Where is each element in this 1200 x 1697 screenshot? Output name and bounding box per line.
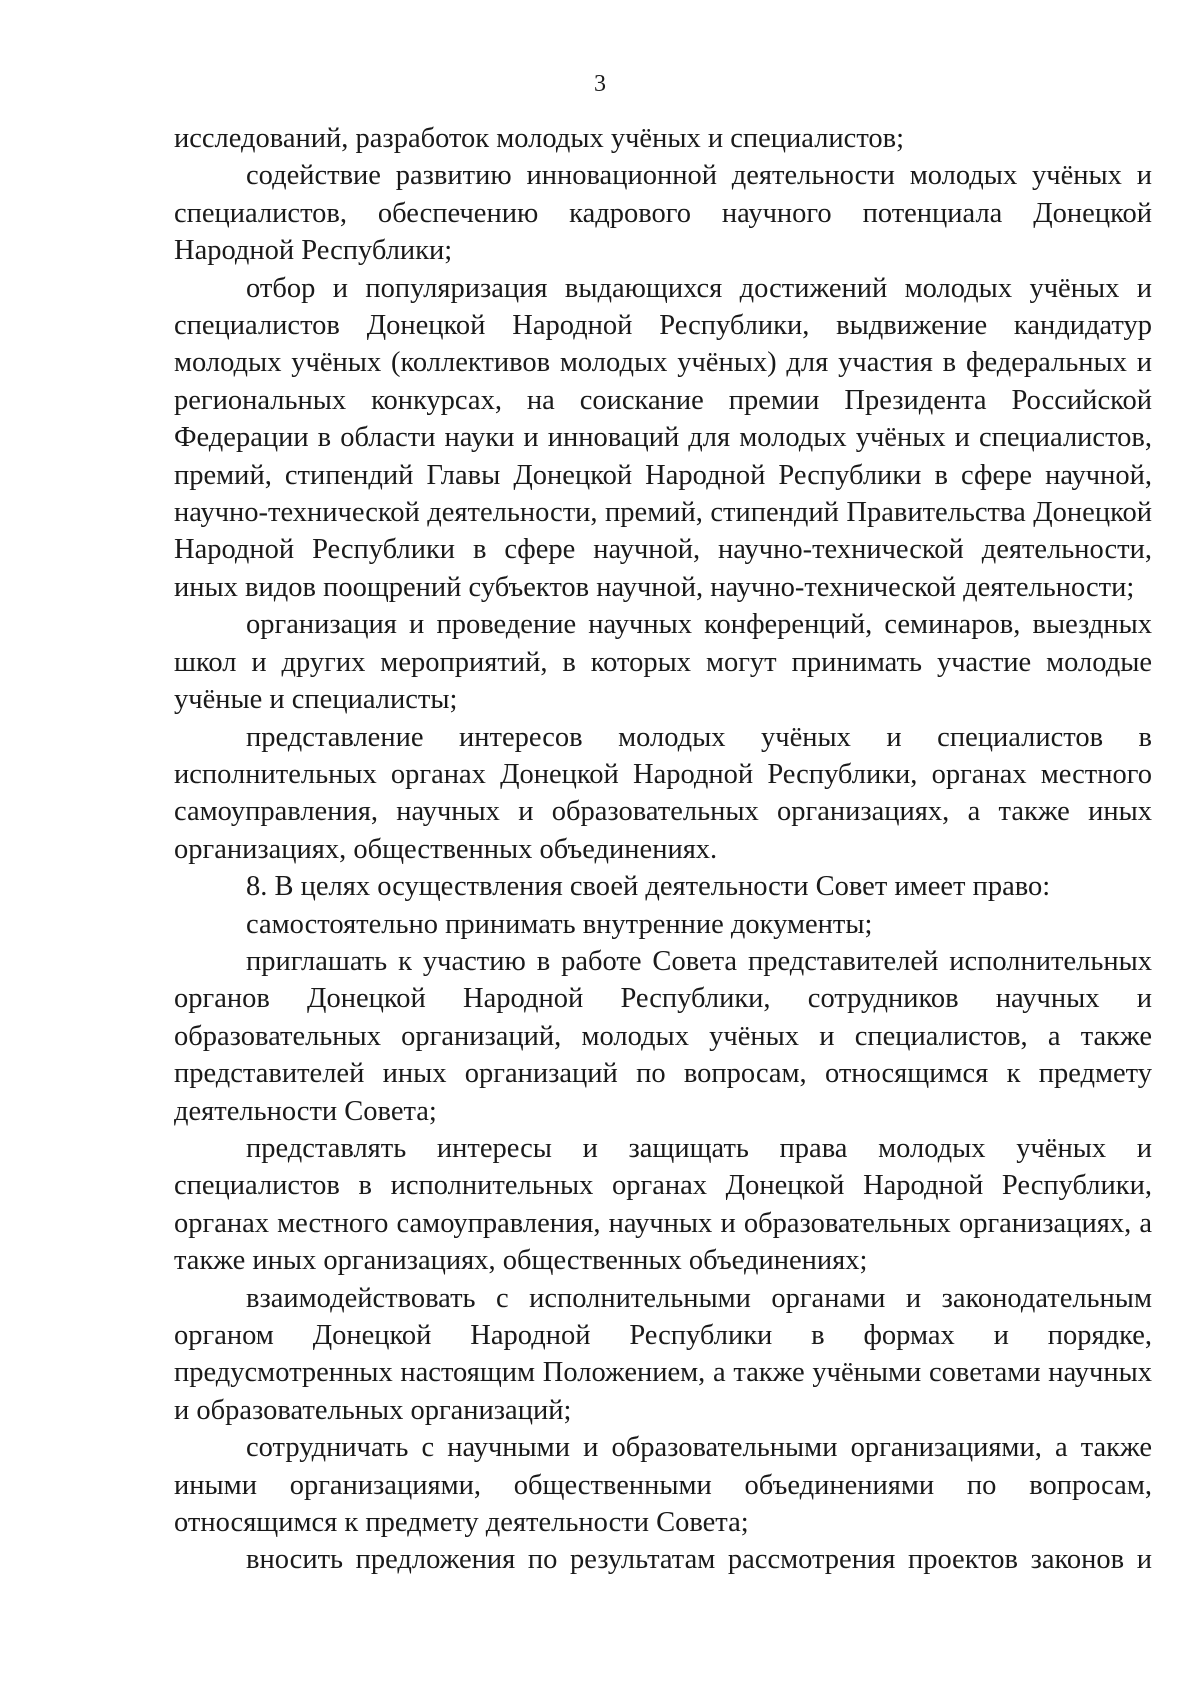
paragraph-section-8-heading: 8. В целях осуществления своей деятельности Совет имеет право: <box>246 871 1051 903</box>
paragraph-selection-popularization: отбор и популяризация выдающихся достижений молодых учёных и специалистов Донецкой Народной Республики, выдвижение кандидатур молодых учёных (коллективов молодых учёных) для участия в федеральных и региональных конкурсах, на соискание премии Президента Российской Федерации в области науки и инноваций для молодых учёных и специалистов, премий, стипендий Главы Донецкой Народной Республики в сфере научной, научно-технической деятельности, премий, стипендий Правительства Донецкой Народной Республики в сфере научной, научно-технической деятельности, иных видов поощрений субъектов научной, научно-технической деятельности; <box>174 272 1152 603</box>
page-number: 3 <box>594 71 606 97</box>
paragraph-interact-authorities: взаимодействовать с исполнительными органами и законодательным органом Донецкой Народной Республики в формах и порядке, предусмотренных настоящим Положением, а также учёными советами научных и образовательных организаций; <box>174 1282 1152 1426</box>
paragraph-continuation: исследований, разработок молодых учёных и специалистов; <box>174 123 905 154</box>
paragraph-submit-proposals: вносить предложения по результатам рассмотрения проектов законов и <box>246 1544 1152 1576</box>
paragraph-conferences: организация и проведение научных конференций, семинаров, выездных школ и других мероприятий, в которых могут принимать участие молодые учёные и специалисты; <box>174 609 1152 716</box>
paragraph-internal-documents: самостоятельно принимать внутренние документы; <box>246 908 873 940</box>
paragraph-innovation-support: содействие развитию инновационной деятельности молодых учёных и специалистов, обеспечению кадрового научного потенциала Донецкой Народной Республики; <box>174 160 1152 267</box>
paragraph-cooperate-organizations: сотрудничать с научными и образовательными организациями, а также иными организациями, общественными объединениями по вопросам, относящимся к предмету деятельности Совета; <box>174 1432 1152 1539</box>
paragraph-protect-rights: представлять интересы и защищать права молодых учёных и специалистов в исполнительных органах Донецкой Народной Республики, органах местного самоуправления, научных и образовательных организациях, а также иных организациях, общественных объединениях; <box>174 1132 1152 1277</box>
paragraph-invite-representatives: приглашать к участию в работе Совета представителей исполнительных органов Донецкой Народной Республики, сотрудников научных и образовательных организаций, молодых учёных и специалистов, а также представителей иных организаций по вопросам, относящимся к предмету деятельности Совета; <box>174 945 1152 1127</box>
document-body <box>174 120 1152 1579</box>
paragraph-representation-interests: представление интересов молодых учёных и специалистов в исполнительных органах Донецкой Народной Республики, органах местного самоуправления, научных и образовательных организациях, а также иных организациях, общественных объединениях. <box>174 721 1152 865</box>
